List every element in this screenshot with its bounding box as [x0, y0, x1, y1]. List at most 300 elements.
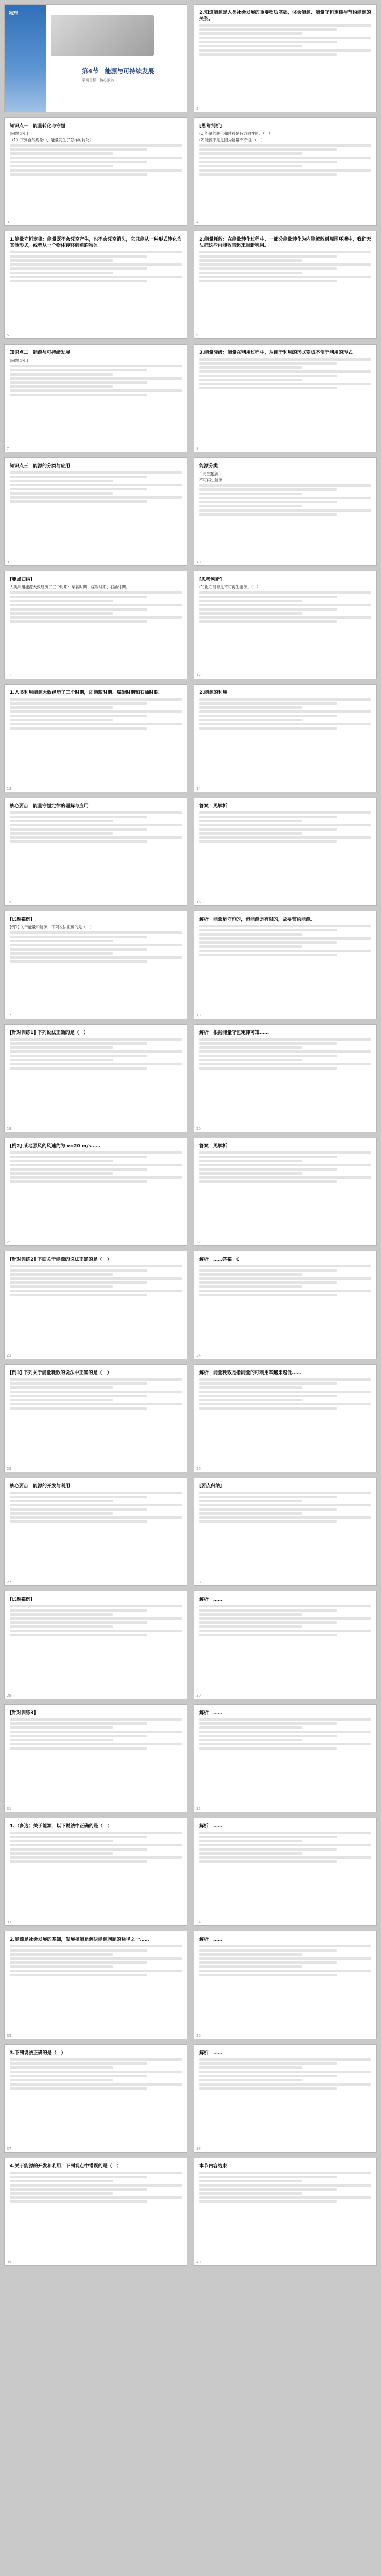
slide-card: [194, 911, 377, 1019]
slide-number: 34: [196, 1920, 201, 1924]
slide-text: [问题导引]: [10, 131, 28, 137]
text-line-placeholder: [10, 369, 147, 371]
text-line-placeholder: [199, 259, 302, 262]
text-line-placeholder: [10, 1844, 182, 1846]
text-line-placeholder: [10, 820, 113, 822]
text-line-placeholder: [199, 161, 337, 163]
slide-text: 答案 见解析: [199, 1144, 228, 1149]
slide-card: [194, 1704, 377, 1812]
text-line-placeholder: [10, 1294, 147, 1296]
slide-text: 1.人类利用能源大致经历了三个时期，即柴薪时期、煤炭时期和石油时期。: [10, 690, 163, 696]
slide-text: 知识点一 能量转化与守恒: [10, 124, 66, 129]
text-line-placeholder: [199, 950, 371, 952]
text-line-placeholder: [199, 1516, 371, 1519]
text-line-placeholder: [199, 832, 302, 835]
text-line-placeholder: [199, 1970, 371, 1972]
text-line-placeholder: [10, 1176, 182, 1179]
text-line-placeholder: [10, 1722, 147, 1725]
text-line-placeholder: [199, 255, 337, 258]
text-line-placeholder: [10, 1055, 147, 1057]
text-line-placeholder: [199, 1281, 337, 1284]
text-line-placeholder: [10, 616, 182, 619]
text-line-placeholder: [10, 1042, 147, 1045]
text-line-placeholder: [10, 811, 182, 814]
slide-text: 1.（多选）关于能源，以下说法中正确的是（ ）: [10, 1824, 112, 1829]
text-line-placeholder: [199, 1718, 371, 1721]
text-line-placeholder: [199, 710, 371, 713]
text-line-placeholder: [199, 1735, 337, 1737]
text-line-placeholder: [199, 715, 337, 717]
text-line-placeholder: [10, 1059, 113, 1061]
text-line-placeholder: [199, 608, 337, 611]
text-line-placeholder: [199, 370, 371, 373]
text-line-placeholder: [199, 820, 302, 822]
text-line-placeholder: [199, 1961, 337, 1964]
text-line-placeholder: [199, 1492, 371, 1494]
slide-number: 7: [7, 447, 9, 451]
text-line-placeholder: [10, 1395, 147, 1397]
text-line-placeholder: [10, 381, 147, 384]
text-line-placeholder: [10, 259, 113, 262]
slide-text: 解析 ……: [199, 1710, 223, 1716]
slide-number: 29: [7, 1693, 11, 1698]
text-line-placeholder: [199, 1731, 371, 1733]
text-line-placeholder: [10, 715, 147, 717]
text-line-placeholder: [10, 940, 113, 942]
slide-number: 18: [196, 1013, 201, 1018]
text-line-placeholder: [199, 1634, 337, 1636]
text-line-placeholder: [199, 1512, 302, 1515]
text-line-placeholder: [10, 1046, 113, 1049]
text-line-placeholder: [199, 1852, 302, 1855]
text-line-placeholder: [199, 1949, 337, 1952]
text-line-placeholder: [10, 480, 113, 482]
text-line-placeholder: [10, 1265, 182, 1267]
text-line-placeholder: [199, 1050, 371, 1053]
text-line-placeholder: [199, 1520, 337, 1523]
slide-text: 核心要点 能源的开发与利用: [10, 1484, 71, 1489]
text-line-placeholder: [199, 1176, 371, 1179]
slide-number: 19: [7, 1127, 11, 1131]
text-line-placeholder: [10, 1067, 147, 1070]
text-line-placeholder: [10, 1953, 113, 1956]
text-line-placeholder: [10, 2172, 182, 2174]
slide-number: 39: [7, 2260, 11, 2264]
slide-text: 不可再生能源: [199, 478, 222, 483]
text-line-placeholder: [199, 1860, 337, 1863]
text-line-placeholder: [10, 165, 113, 167]
text-line-placeholder: [199, 1630, 371, 1632]
slide-number: 4: [196, 220, 199, 224]
slide-number: 25: [7, 1467, 11, 1471]
text-line-placeholder: [199, 362, 337, 365]
text-line-placeholder: [199, 929, 337, 931]
text-line-placeholder: [199, 2083, 371, 2086]
text-line-placeholder: [199, 698, 371, 701]
text-line-placeholder: [10, 1151, 182, 1154]
text-line-placeholder: [199, 706, 302, 709]
text-line-placeholder: [199, 24, 371, 27]
text-line-placeholder: [10, 1605, 182, 1607]
text-line-placeholder: [10, 1848, 147, 1851]
slide-number: 6: [196, 333, 199, 337]
text-line-placeholder: [10, 1156, 147, 1158]
slide-text: 知识点二 能源与可持续发展: [10, 350, 71, 355]
text-line-placeholder: [10, 600, 113, 602]
text-line-placeholder: [10, 931, 182, 934]
text-line-placeholder: [199, 612, 302, 615]
text-line-placeholder: [10, 1168, 147, 1171]
text-line-placeholder: [10, 608, 147, 611]
slide-text: 知识点三 能源的分类与应用: [10, 464, 71, 469]
slide-text: 本节内容结束: [199, 2164, 228, 2169]
slide-text: 人类利用能源大致经历了三个时期：柴薪时期、煤炭时期、石油时期。: [10, 585, 130, 590]
slide-number: 13: [7, 787, 11, 791]
text-line-placeholder: [199, 2200, 337, 2203]
text-line-placeholder: [199, 1617, 371, 1620]
slide-number: 27: [7, 1580, 11, 1584]
text-line-placeholder: [199, 723, 371, 725]
slide-card: [194, 117, 377, 226]
slide-card: [194, 1818, 377, 1926]
text-line-placeholder: [10, 727, 147, 730]
slide-number: 24: [196, 1353, 201, 1358]
text-line-placeholder: [10, 832, 113, 835]
text-line-placeholder: [10, 2180, 113, 2182]
slide-text: 2.知道能源是人类社会发展的重要物质基础，体会能源、能量守恒定律与节约能源的关系。: [199, 10, 371, 22]
text-line-placeholder: [199, 1840, 302, 1842]
text-line-placeholder: [10, 2075, 147, 2077]
text-line-placeholder: [199, 925, 371, 927]
cover-image: [51, 15, 154, 56]
text-line-placeholder: [199, 941, 337, 944]
slide-number: 38: [196, 2147, 201, 2151]
slide-text: 解析 根据能量守恒定律可知……: [199, 1030, 269, 1036]
slide-text: (1)能量的转化和转移是有方向性的。（ ）: [199, 131, 272, 137]
text-line-placeholder: [199, 2188, 337, 2191]
slide-text: (2)能源不足是因为能量不守恒。（ ）: [199, 138, 265, 143]
slide-card: [4, 798, 187, 906]
slide-text: 4.关于能源的开发和利用，下列观点中错误的是（ ）: [10, 2164, 122, 2169]
text-line-placeholder: [199, 1038, 371, 1041]
text-line-placeholder: [199, 2172, 371, 2174]
text-line-placeholder: [10, 824, 182, 826]
text-line-placeholder: [10, 484, 182, 486]
text-line-placeholder: [199, 933, 302, 936]
text-line-placeholder: [10, 1516, 182, 1519]
slide-card: [4, 1591, 187, 1699]
slide-text: 3.能量降级：能量在利用过程中，从便于利用的形式变成不便于利用的形式。: [199, 350, 357, 355]
slide-number: 3: [7, 220, 9, 224]
slide-card: [194, 1251, 377, 1359]
text-line-placeholder: [10, 620, 147, 623]
text-line-placeholder: [199, 1957, 371, 1960]
text-line-placeholder: [10, 1945, 182, 1947]
text-line-placeholder: [199, 45, 302, 47]
text-line-placeholder: [199, 383, 371, 385]
text-line-placeholder: [10, 952, 113, 955]
text-line-placeholder: [10, 604, 182, 606]
slide-number: 31: [7, 1807, 11, 1811]
text-line-placeholder: [10, 1512, 113, 1515]
slide-text: 3.下列说法正确的是（ ）: [10, 2050, 66, 2056]
text-line-placeholder: [199, 1151, 371, 1154]
text-line-placeholder: [10, 1957, 182, 1960]
text-line-placeholder: [10, 488, 147, 490]
text-line-placeholder: [199, 1743, 371, 1745]
text-line-placeholder: [10, 1391, 182, 1393]
text-line-placeholder: [199, 945, 302, 948]
text-line-placeholder: [10, 960, 147, 963]
slide-cover: [4, 4, 187, 112]
text-line-placeholder: [10, 591, 182, 594]
slide-text: [试题案例]: [10, 917, 33, 922]
slide-card: [194, 798, 377, 906]
text-line-placeholder: [10, 1285, 113, 1288]
text-line-placeholder: [10, 1739, 113, 1741]
text-line-placeholder: [10, 2066, 113, 2069]
text-line-placeholder: [10, 948, 147, 951]
text-line-placeholder: [199, 1156, 337, 1158]
text-line-placeholder: [199, 1067, 337, 1070]
text-line-placeholder: [199, 358, 371, 361]
text-line-placeholder: [10, 1617, 182, 1620]
slide-number: 17: [7, 1013, 11, 1018]
text-line-placeholder: [10, 840, 147, 843]
text-line-placeholder: [10, 272, 113, 274]
text-line-placeholder: [199, 1403, 371, 1405]
text-line-placeholder: [199, 604, 371, 606]
text-line-placeholder: [199, 32, 302, 35]
text-line-placeholder: [199, 1055, 337, 1057]
slide-text: [试题案例]: [10, 1597, 33, 1602]
text-line-placeholder: [199, 937, 371, 940]
text-line-placeholder: [199, 1164, 371, 1166]
text-line-placeholder: [199, 1965, 302, 1968]
slide-text: 解析 ……: [199, 2050, 223, 2056]
text-line-placeholder: [10, 1407, 147, 1410]
text-line-placeholder: [10, 1180, 147, 1183]
text-line-placeholder: [10, 389, 182, 392]
text-line-placeholder: [10, 2192, 113, 2195]
text-line-placeholder: [199, 169, 371, 172]
text-line-placeholder: [199, 600, 302, 602]
slide-number: 8: [196, 447, 199, 451]
slide-card: [4, 1931, 187, 2039]
text-line-placeholder: [10, 1164, 182, 1166]
slide-text: （1）下列自然现象中，能量发生了怎样的转化？: [10, 138, 94, 143]
slide-grid: [4, 4, 377, 2266]
text-line-placeholder: [10, 719, 113, 721]
slide-text: 核心要点 能量守恒定律的理解与应用: [10, 804, 89, 809]
text-line-placeholder: [199, 1265, 371, 1267]
text-line-placeholder: [10, 144, 182, 147]
slide-text: [要点归纳]: [10, 577, 33, 582]
text-line-placeholder: [199, 1386, 302, 1389]
text-line-placeholder: [10, 148, 147, 151]
slide-number: 33: [7, 1920, 11, 1924]
text-line-placeholder: [199, 1172, 302, 1175]
text-line-placeholder: [10, 723, 182, 725]
text-line-placeholder: [10, 1508, 147, 1511]
text-line-placeholder: [199, 1046, 302, 1049]
slide-text: 解析 ……: [199, 1597, 223, 1602]
text-line-placeholder: [10, 1496, 147, 1498]
text-line-placeholder: [10, 1630, 182, 1632]
text-line-placeholder: [10, 702, 147, 705]
text-line-placeholder: [10, 263, 182, 266]
text-line-placeholder: [10, 698, 182, 701]
slide-card: [4, 344, 187, 452]
text-line-placeholder: [199, 1059, 302, 1061]
text-line-placeholder: [199, 811, 371, 814]
text-line-placeholder: [199, 2176, 337, 2178]
text-line-placeholder: [199, 1407, 337, 1410]
text-line-placeholder: [10, 1840, 113, 1842]
slide-text: [例2] 某地强风的风速约为 v=20 m/s……: [10, 1144, 100, 1149]
text-line-placeholder: [10, 1378, 182, 1381]
text-line-placeholder: [199, 2062, 337, 2065]
text-line-placeholder: [199, 1726, 302, 1729]
text-line-placeholder: [10, 496, 182, 499]
text-line-placeholder: [199, 840, 337, 843]
text-line-placeholder: [199, 366, 302, 369]
text-line-placeholder: [199, 1395, 337, 1397]
slide-card: [194, 1478, 377, 1586]
slide-card: [4, 117, 187, 226]
text-line-placeholder: [199, 2087, 337, 2090]
text-line-placeholder: [10, 267, 147, 270]
text-line-placeholder: [199, 1836, 337, 1838]
text-line-placeholder: [10, 157, 182, 159]
slide-number: 28: [196, 1580, 201, 1584]
slide-card: [4, 1138, 187, 1246]
text-line-placeholder: [10, 816, 147, 818]
slide-text: [针对训练3]: [10, 1710, 36, 1716]
text-line-placeholder: [10, 2058, 182, 2061]
text-line-placeholder: [10, 936, 147, 938]
text-line-placeholder: [10, 1050, 182, 1053]
slide-card: [4, 2158, 187, 2266]
text-line-placeholder: [199, 387, 337, 389]
cover-subtitle: 学习目标 · 核心素养: [82, 78, 114, 82]
text-line-placeholder: [10, 173, 147, 176]
slide-number: 36: [196, 2033, 201, 2038]
text-line-placeholder: [199, 251, 371, 253]
text-line-placeholder: [199, 144, 371, 147]
text-line-placeholder: [199, 828, 337, 831]
text-line-placeholder: [10, 1836, 147, 1838]
text-line-placeholder: [199, 2196, 371, 2199]
text-line-placeholder: [10, 1172, 113, 1175]
slide-card: [4, 231, 187, 339]
text-line-placeholder: [199, 1290, 371, 1292]
text-line-placeholder: [199, 280, 337, 282]
slide-text: 解析 ……: [199, 1937, 223, 1942]
text-line-placeholder: [10, 161, 147, 163]
text-line-placeholder: [10, 1269, 147, 1272]
text-line-placeholder: [199, 379, 302, 381]
text-line-placeholder: [199, 1945, 371, 1947]
text-line-placeholder: [199, 1848, 337, 1851]
slide-number: 23: [7, 1353, 11, 1358]
text-line-placeholder: [10, 1609, 147, 1612]
slide-card: [4, 1704, 187, 1812]
text-line-placeholder: [10, 612, 113, 615]
text-line-placeholder: [10, 1747, 147, 1750]
text-line-placeholder: [10, 2071, 182, 2073]
slide-text: 解析 ……答案 C: [199, 1257, 240, 1262]
text-line-placeholder: [199, 2058, 371, 2061]
text-line-placeholder: [10, 1277, 182, 1280]
text-line-placeholder: [10, 476, 147, 478]
text-line-placeholder: [199, 596, 337, 598]
text-line-placeholder: [199, 1042, 337, 1045]
text-line-placeholder: [199, 702, 337, 705]
text-line-placeholder: [10, 706, 113, 709]
slide-number: 30: [196, 1693, 201, 1698]
text-line-placeholder: [199, 1391, 371, 1393]
slide-number: 21: [7, 1240, 11, 1244]
text-line-placeholder: [10, 377, 182, 380]
text-line-placeholder: [199, 493, 302, 495]
text-line-placeholder: [10, 1860, 147, 1863]
text-line-placeholder: [10, 2200, 147, 2203]
slide-card: [4, 1364, 187, 1472]
text-line-placeholder: [199, 816, 337, 818]
slide-number: 14: [196, 787, 201, 791]
text-line-placeholder: [199, 28, 337, 31]
text-line-placeholder: [199, 1621, 337, 1624]
text-line-placeholder: [199, 165, 302, 167]
slide-number: 37: [7, 2147, 11, 2151]
text-line-placeholder: [10, 1500, 113, 1502]
text-line-placeholder: [199, 49, 371, 52]
slide-card: [194, 344, 377, 452]
slide-number: 5: [7, 333, 9, 337]
text-line-placeholder: [10, 1063, 182, 1065]
text-line-placeholder: [199, 2180, 302, 2182]
text-line-placeholder: [199, 591, 371, 594]
text-line-placeholder: [199, 2079, 302, 2081]
text-line-placeholder: [199, 1953, 302, 1956]
slide-card: [194, 2044, 377, 2153]
text-line-placeholder: [199, 1722, 337, 1725]
text-line-placeholder: [199, 1625, 302, 1628]
text-line-placeholder: [10, 1856, 182, 1859]
slide-number: 26: [196, 1467, 201, 1471]
text-line-placeholder: [199, 616, 371, 619]
text-line-placeholder: [199, 1613, 302, 1616]
text-line-placeholder: [10, 1386, 113, 1389]
text-line-placeholder: [199, 1739, 302, 1741]
text-line-placeholder: [199, 148, 337, 151]
slide-text: [针对训练1] 下列说法正确的是（ ）: [10, 1030, 89, 1036]
slide-card: [194, 1931, 377, 2039]
slide-number: 11: [7, 673, 11, 677]
text-line-placeholder: [199, 173, 337, 176]
cover-title: 第4节 能源与可持续发展: [82, 67, 154, 75]
slide-text: [思考判断]: [199, 577, 222, 582]
slide-card: [194, 1364, 377, 1472]
text-line-placeholder: [10, 1399, 113, 1401]
text-line-placeholder: [10, 710, 182, 713]
text-line-placeholder: [10, 1961, 147, 1964]
text-line-placeholder: [199, 488, 337, 491]
text-line-placeholder: [199, 727, 337, 730]
text-line-placeholder: [199, 1378, 371, 1381]
text-line-placeholder: [10, 1281, 147, 1284]
